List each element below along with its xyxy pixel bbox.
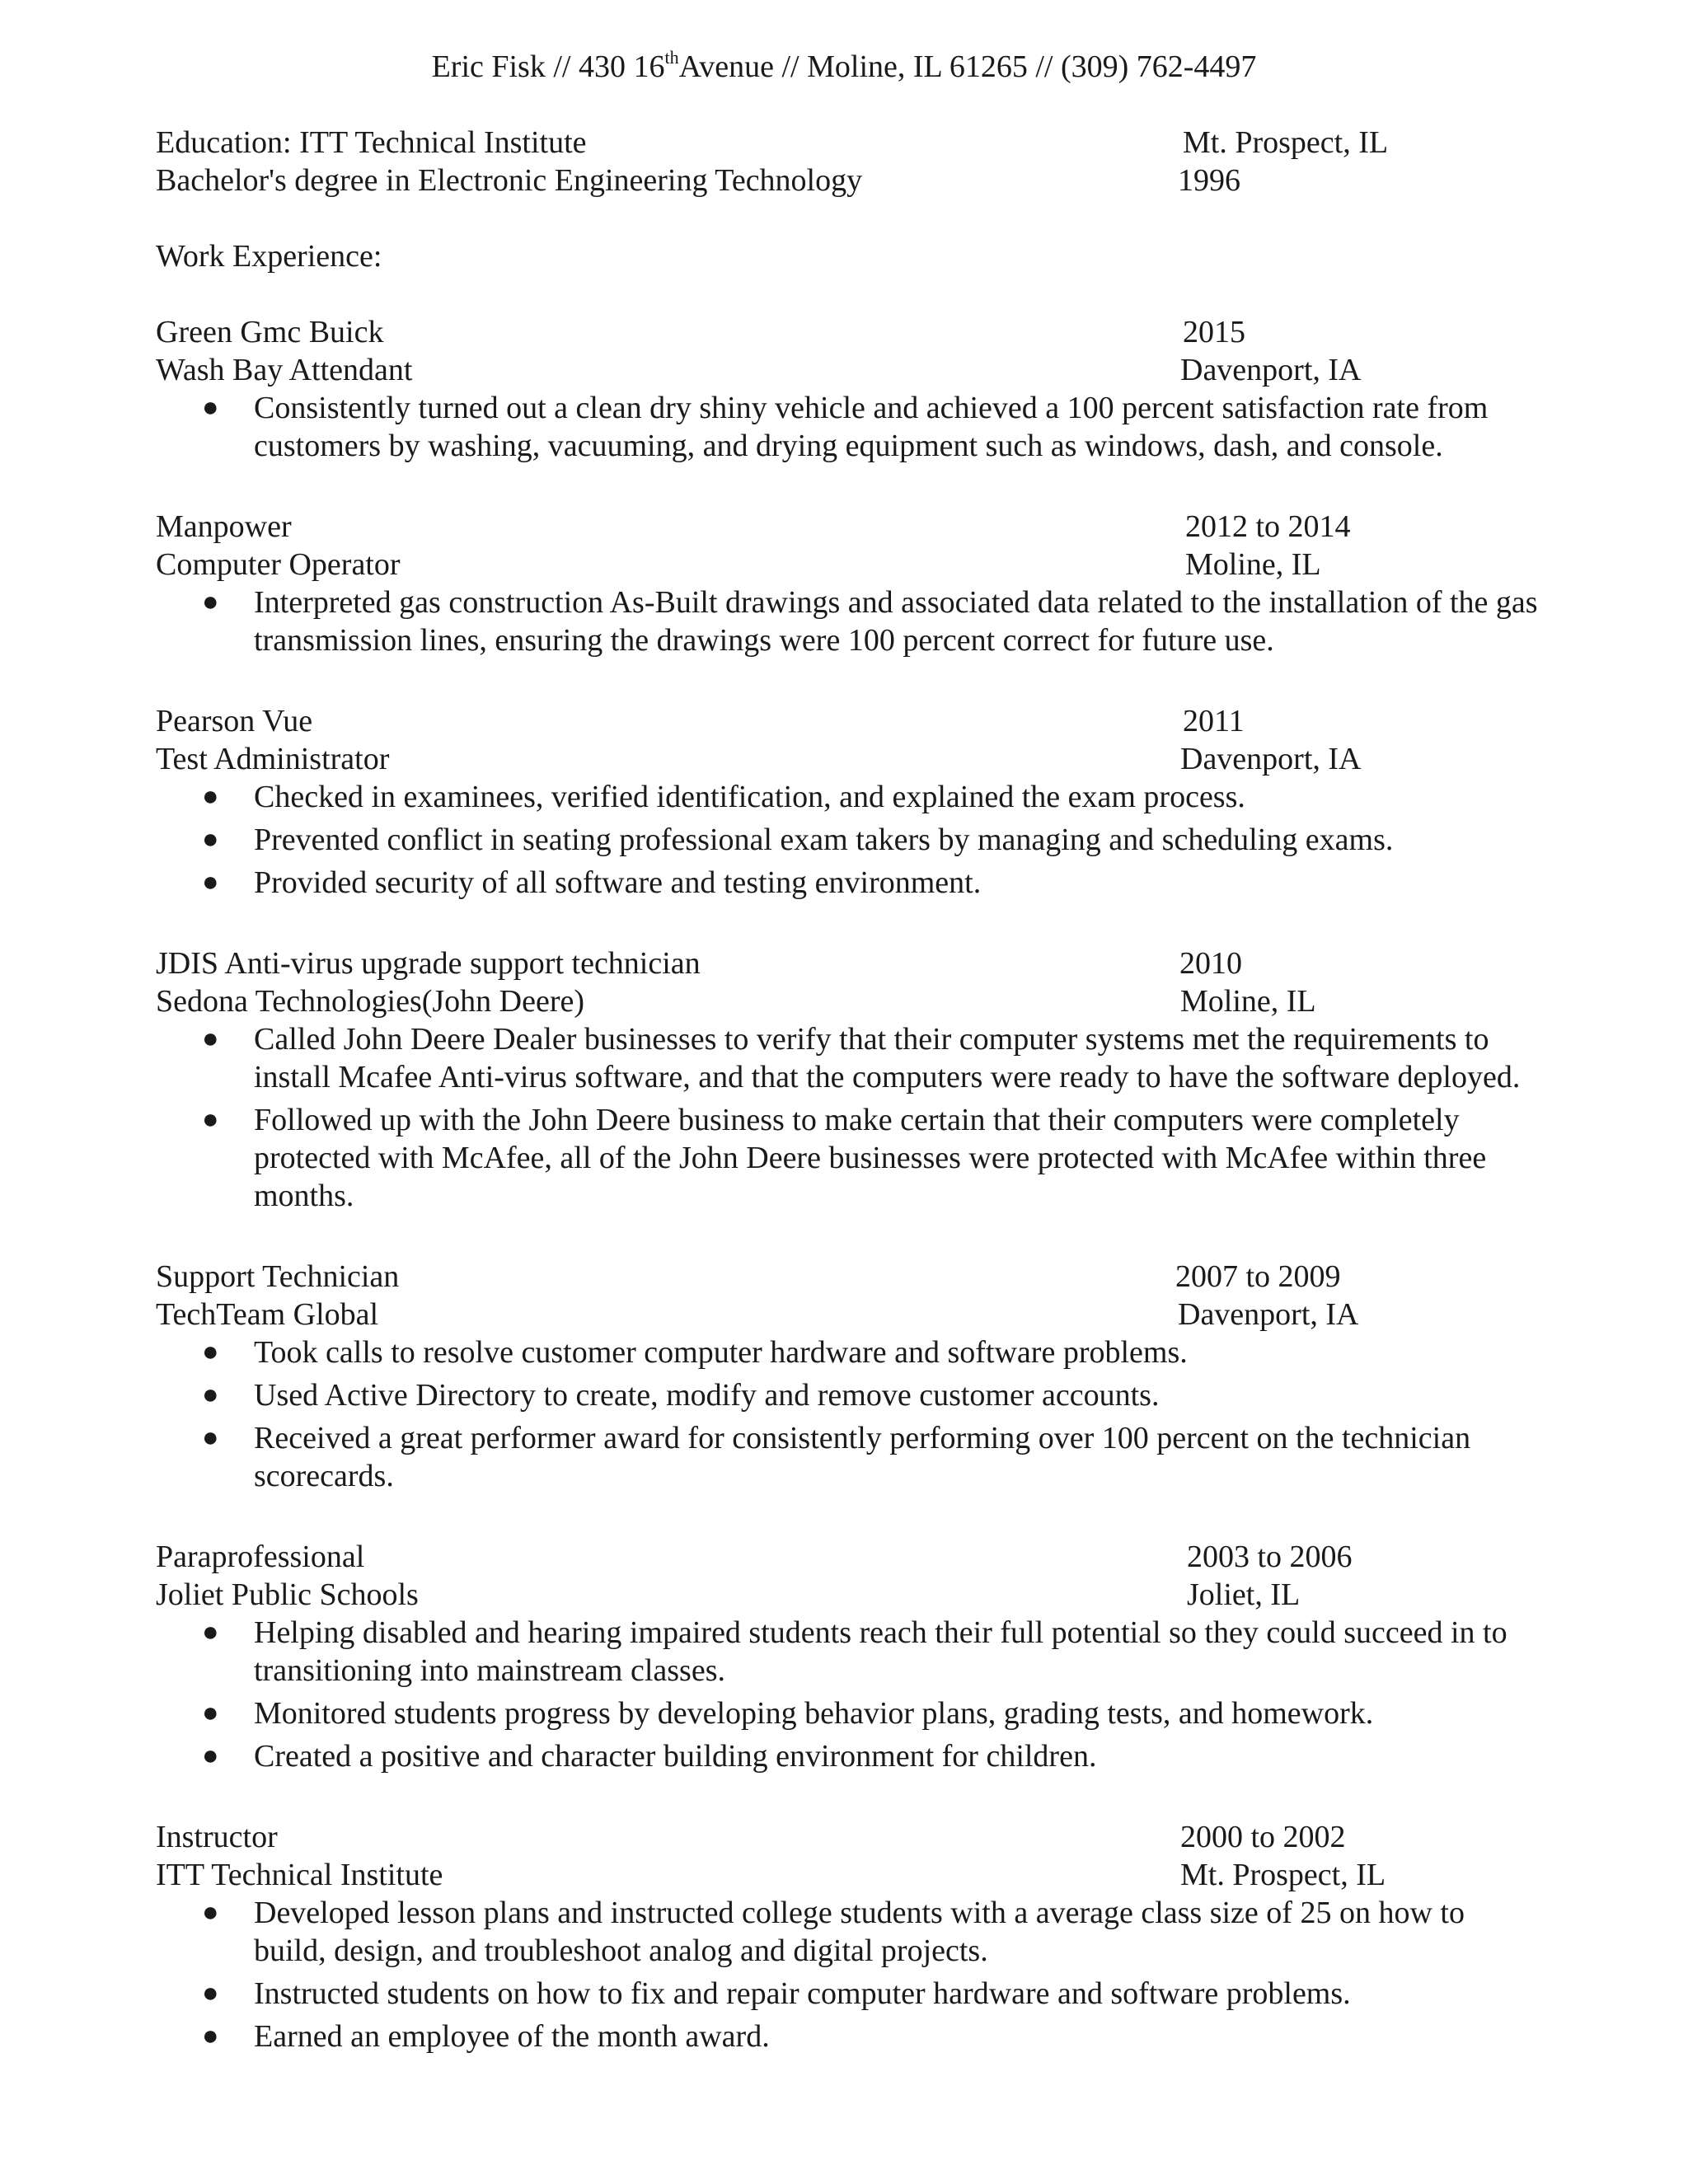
job-location-or-dates: Davenport, IA: [1180, 742, 1362, 776]
job-title-or-employer: Instructor: [156, 1820, 278, 1854]
list-item: [156, 1737, 1540, 1775]
job-title-or-employer: Green Gmc Buick: [156, 315, 384, 349]
header-separator: //: [1027, 49, 1061, 84]
job-line-1: [156, 944, 1540, 982]
bullet-icon: ●: [202, 1422, 219, 1453]
list-item: [156, 1614, 1540, 1690]
job-entry: [156, 1258, 1540, 1495]
bullet-icon: ●: [202, 867, 219, 898]
job-line-2: [156, 1296, 1540, 1333]
job-entry: [156, 702, 1540, 902]
address-street: Avenue: [678, 49, 774, 84]
list-item: [156, 389, 1540, 465]
job-duties-list: [156, 389, 1540, 465]
job-dates-or-location: 2012 to 2014: [1185, 509, 1351, 544]
work-heading-text: Work Experience:: [156, 239, 382, 274]
job-line-1: [156, 313, 1540, 351]
bullet-icon: ●: [202, 824, 219, 855]
job-role-or-employer: Test Administrator: [156, 742, 390, 776]
header-separator: //: [773, 49, 808, 84]
bullet-icon: ●: [202, 1698, 219, 1728]
job-entry: [156, 1818, 1540, 2055]
job-duties-list: [156, 1020, 1540, 1215]
list-item: [156, 1020, 1540, 1096]
jobs-list: [156, 313, 1540, 2055]
bullet-icon: ●: [202, 1380, 219, 1410]
education-year: 1996: [1178, 163, 1240, 198]
education-line-1: [156, 124, 1540, 162]
duty-text: Earned an employee of the month award.: [254, 2019, 770, 2054]
education-location: Mt. Prospect, IL: [1183, 125, 1389, 160]
address-ordinal: th: [664, 47, 679, 68]
job-line-1: [156, 1258, 1540, 1296]
job-location-or-dates: Davenport, IA: [1180, 353, 1362, 387]
job-role-or-employer: TechTeam Global: [156, 1297, 379, 1332]
bullet-icon: ●: [202, 1897, 219, 1928]
job-location-or-dates: Mt. Prospect, IL: [1180, 1858, 1386, 1892]
job-title-or-employer: Paraprofessional: [156, 1540, 365, 1574]
header-separator: //: [545, 49, 579, 84]
bullet-icon: ●: [202, 1978, 219, 2008]
job-role-or-employer: Sedona Technologies(John Deere): [156, 984, 585, 1019]
contact-header: [0, 48, 1688, 86]
list-item: [156, 864, 1540, 902]
job-line-2: [156, 740, 1540, 778]
job-duties-list: [156, 583, 1540, 659]
list-item: [156, 1694, 1540, 1732]
duty-text: Prevented conflict in seating professional exam takers by managing and scheduling exams.: [254, 823, 1394, 857]
job-location-or-dates: Joliet, IL: [1187, 1577, 1301, 1612]
job-entry: [156, 1538, 1540, 1775]
job-dates-or-location: 2010: [1179, 946, 1242, 981]
list-item: [156, 1894, 1540, 1970]
duty-text: Used Active Directory to create, modify and remove customer accounts.: [254, 1378, 1160, 1413]
bullet-icon: ●: [202, 392, 219, 423]
job-duties-list: [156, 1614, 1540, 1775]
job-line-1: [156, 702, 1540, 740]
list-item: [156, 2018, 1540, 2055]
work-experience-heading: [156, 237, 1540, 275]
list-item: [156, 1333, 1540, 1371]
job-location-or-dates: Davenport, IA: [1178, 1297, 1359, 1332]
list-item: [156, 821, 1540, 859]
duty-text: Took calls to resolve customer computer hardware and software problems.: [254, 1335, 1188, 1370]
bullet-icon: ●: [202, 1104, 219, 1135]
duty-text: Helping disabled and hearing impaired students reach their full potential so they could succeed in to transitioning into mainstream classes.: [254, 1615, 1507, 1688]
duty-text: Monitored students progress by developing behavior plans, grading tests, and homework.: [254, 1696, 1374, 1731]
job-entry: [156, 508, 1540, 659]
applicant-name: Eric Fisk: [431, 49, 546, 84]
city-state-zip: Moline, IL 61265: [807, 49, 1028, 84]
job-role-or-employer: Joliet Public Schools: [156, 1577, 419, 1612]
job-line-1: [156, 1818, 1540, 1856]
job-dates-or-location: 2000 to 2002: [1180, 1820, 1346, 1854]
job-dates-or-location: 2015: [1183, 315, 1245, 349]
job-title-or-employer: Support Technician: [156, 1259, 400, 1294]
job-line-2: [156, 982, 1540, 1020]
job-title-or-employer: JDIS Anti-virus upgrade support technician: [156, 946, 701, 981]
education-section: [156, 124, 1540, 199]
bullet-icon: ●: [202, 1617, 219, 1647]
job-duties-list: [156, 1894, 1540, 2055]
duty-text: Followed up with the John Deere business to make certain that their computers were completely protected with McAfee, all of the John Deere businesses were protected with McAfee within three months.: [254, 1103, 1487, 1213]
list-item: [156, 1419, 1540, 1495]
bullet-icon: ●: [202, 2021, 219, 2051]
phone-number: (309) 762-4497: [1060, 49, 1257, 84]
job-duties-list: [156, 1333, 1540, 1495]
bullet-icon: ●: [202, 587, 219, 617]
bullet-icon: ●: [202, 1337, 219, 1367]
job-location-or-dates: Moline, IL: [1185, 547, 1321, 582]
list-item: [156, 583, 1540, 659]
duty-text: Developed lesson plans and instructed college students with a average class size of 25 on how to build, design, and troubleshoot analog and digital projects.: [254, 1896, 1465, 1968]
job-duties-list: [156, 778, 1540, 902]
education-line-2: [156, 162, 1540, 199]
job-dates-or-location: 2011: [1183, 704, 1245, 738]
bullet-icon: ●: [202, 1024, 219, 1054]
duty-text: Created a positive and character building environment for children.: [254, 1739, 1097, 1774]
job-line-2: [156, 1856, 1540, 1894]
bullet-icon: ●: [202, 781, 219, 812]
duty-text: Received a great performer award for consistently performing over 100 percent on the technician scorecards.: [254, 1421, 1471, 1493]
duty-text: Consistently turned out a clean dry shiny vehicle and achieved a 100 percent satisfaction rate from customers by washing, vacuuming, and drying equipment such as windows, dash, and console.: [254, 391, 1489, 463]
job-dates-or-location: 2003 to 2006: [1187, 1540, 1353, 1574]
job-role-or-employer: Computer Operator: [156, 547, 401, 582]
job-line-2: [156, 351, 1540, 389]
job-location-or-dates: Moline, IL: [1180, 984, 1316, 1019]
job-title-or-employer: Pearson Vue: [156, 704, 313, 738]
address-number: 430 16: [578, 49, 665, 84]
job-line-2: [156, 1576, 1540, 1614]
job-title-or-employer: Manpower: [156, 509, 292, 544]
education-degree: Bachelor's degree in Electronic Engineering Technology: [156, 163, 863, 198]
list-item: [156, 778, 1540, 816]
duty-text: Provided security of all software and testing environment.: [254, 865, 982, 900]
job-line-2: [156, 546, 1540, 583]
job-entry: [156, 313, 1540, 465]
job-line-1: [156, 1538, 1540, 1576]
job-role-or-employer: ITT Technical Institute: [156, 1858, 443, 1892]
job-dates-or-location: 2007 to 2009: [1175, 1259, 1341, 1294]
list-item: [156, 1101, 1540, 1215]
job-entry: [156, 944, 1540, 1215]
duty-text: Interpreted gas construction As-Built drawings and associated data related to the installation of the gas transmission lines, ensuring the drawings were 100 percent correct for future use.: [254, 585, 1538, 658]
duty-text: Checked in examinees, verified identification, and explained the exam process.: [254, 780, 1245, 814]
bullet-icon: ●: [202, 1741, 219, 1771]
job-line-1: [156, 508, 1540, 546]
duty-text: Called John Deere Dealer businesses to verify that their computer systems met the requirements to install Mcafee Anti-virus software, and that the computers were ready to have the software deployed.: [254, 1022, 1521, 1094]
resume-body: [156, 124, 1540, 2060]
duty-text: Instructed students on how to fix and repair computer hardware and software problems.: [254, 1976, 1351, 2011]
list-item: [156, 1376, 1540, 1414]
education-school: Education: ITT Technical Institute: [156, 125, 587, 160]
list-item: [156, 1975, 1540, 2013]
job-role-or-employer: Wash Bay Attendant: [156, 353, 413, 387]
